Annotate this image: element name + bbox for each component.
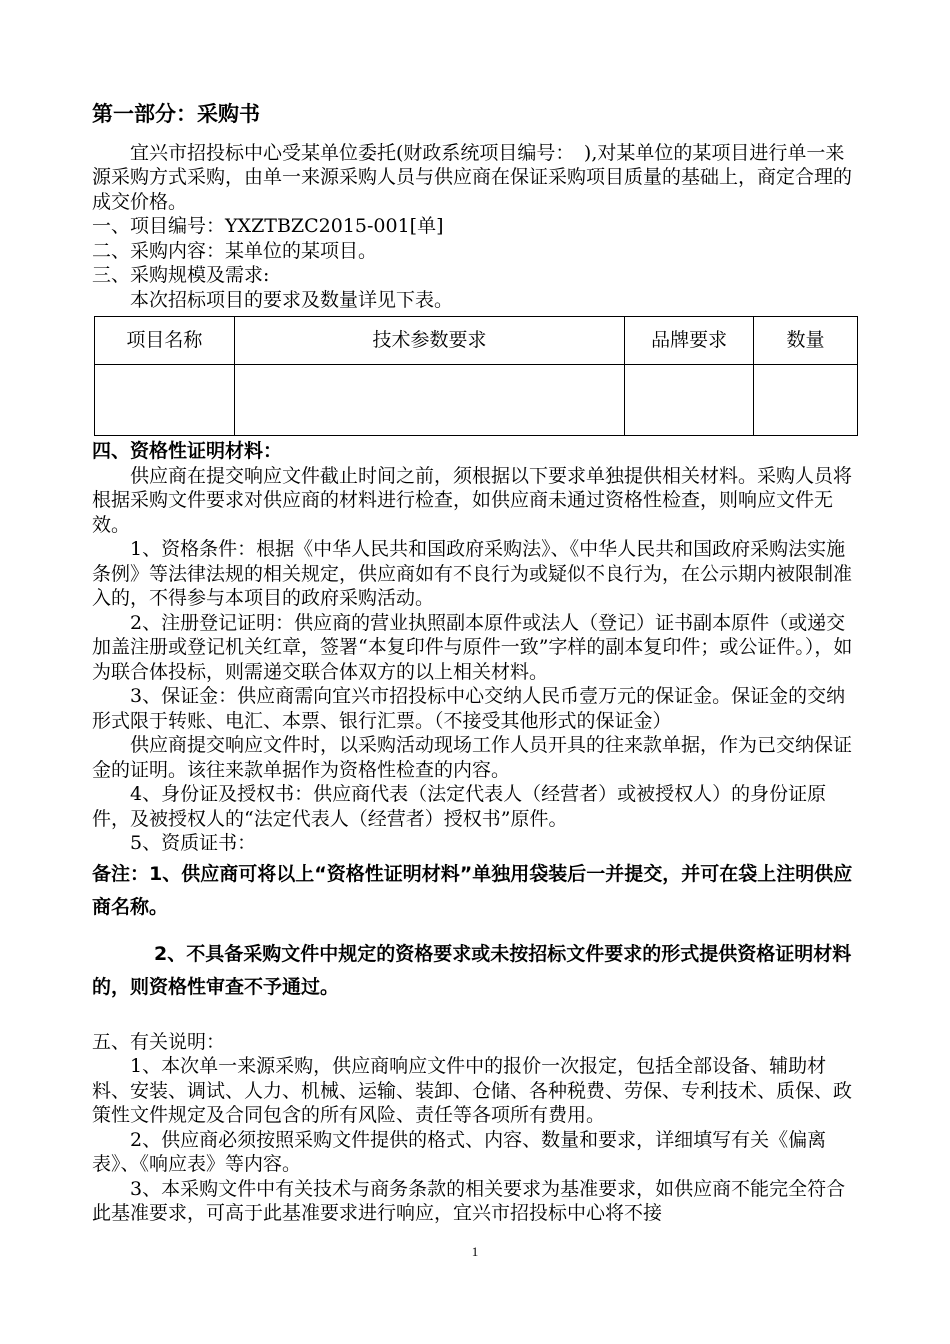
- col-header-quantity: 数量: [754, 317, 858, 365]
- spacer: [92, 1004, 860, 1030]
- page-number: 1: [471, 1244, 479, 1259]
- section5-item-3: 3、本采购文件中有关技术与商务条款的相关要求为基准要求，如供应商不能完全符合此基准要求，可高于此基准要求进行响应，宜兴市招投标中心将不接: [92, 1177, 846, 1224]
- registration-proof: 2、注册登记证明：供应商的营业执照副本原件或法人（登记）证书副本原件（或递交加盖注册或登记机关红章，签署“本复印件与原件一致”字样的副本复印件；或公证件。），如为联合体投标，则需递交联合体双方的以上相关材料。: [92, 611, 853, 683]
- col-header-item-name: 项目名称: [95, 317, 235, 365]
- project-number: 一、项目编号：YXZTBZC2015-001[单]: [92, 215, 444, 237]
- table-cell: [754, 365, 858, 436]
- section4-heading: 四、资格性证明材料：: [92, 440, 283, 462]
- remark-note-1: 备注：1、供应商可将以上“资格性证明材料”单独用袋装后一并提交，并可在袋上注明供应商名称。: [92, 862, 853, 918]
- qualification-conditions: 1、资格条件：根据《中华人民共和国政府采购法》、《中华人民共和国政府采购法实施条例》等法律法规的相关规定，供应商如有不良行为或疑似不良行为，在公示期内被限制准入的，不得参与本项目的政府采购活动。: [92, 538, 853, 609]
- col-header-brand: 品牌要求: [625, 317, 754, 365]
- page-title: 第一部分：采购书: [92, 102, 260, 126]
- section5-item-2: 2、供应商必须按照采购文件提供的格式、内容、数量和要求，详细填写有关《偏离表》、《响应表》等内容。: [92, 1128, 827, 1175]
- id-authorization-paragraph: 4、身份证及授权书：供应商代表（法定代表人（经营者）或被授权人）的身份证原件，及被授权人的“法定代表人（经营者）授权书”原件。: [92, 783, 827, 830]
- table-cell: [625, 365, 754, 436]
- requirements-table: [94, 316, 858, 436]
- deposit-paragraph: 3、保证金：供应商需向宜兴市招投标中心交纳人民币壹万元的保证金。保证金的交纳形式限于转账、电汇、本票、银行汇票。（不接受其他形式的保证金）: [92, 685, 846, 732]
- document-body: [92, 102, 860, 1226]
- table-header-row: [95, 317, 858, 365]
- section5-item-1: 1、本次单一来源采购，供应商响应文件中的报价一次报定，包括全部设备、辅助材料、安装、调试、人力、机械、运输、装卸、仓储、各种税费、劳保、专利技术、质保、政策性文件规定及合同包含的所有风险、责任等各项所有费用。: [92, 1055, 853, 1126]
- deposit-receipt-paragraph: 供应商提交响应文件时，以采购活动现场工作人员开具的往来款单据，作为已交纳保证金的证明。该往来款单据作为资格性检查的内容。: [92, 734, 853, 781]
- qualification-certificate: 5、资质证书：: [130, 832, 257, 854]
- procurement-scale-heading: 三、采购规模及需求:: [92, 264, 270, 286]
- section4-intro: 供应商在提交响应文件截止时间之前，须根据以下要求单独提供相关材料。采购人员将根据采购文件要求对供应商的材料进行检查，如供应商未通过资格性检查，则响应文件无效。: [92, 464, 853, 536]
- remark-note-2: 2、不具备采购文件中规定的资格要求或未按招标文件要求的形式提供资格证明材料的，则资格性审查不予通过。: [92, 942, 852, 998]
- procurement-content: 二、采购内容：某单位的某项目。: [92, 239, 378, 262]
- col-header-tech-requirements: 技术参数要求: [234, 317, 624, 365]
- section5-heading: 五、有关说明：: [92, 1030, 226, 1053]
- table-row: [95, 365, 858, 436]
- procurement-scale-note: 本次招标项目的要求及数量详见下表。: [130, 288, 454, 311]
- intro-paragraph: 宜兴市招投标中心受某单位委托(财政系统项目编号： ),对某单位的某项目进行单一来源采购方式采购，由单一来源采购人员与供应商在保证采购项目质量的基础上，商定合理的成交价格。: [92, 141, 853, 213]
- table-cell: [95, 365, 235, 436]
- table-cell: [234, 365, 624, 436]
